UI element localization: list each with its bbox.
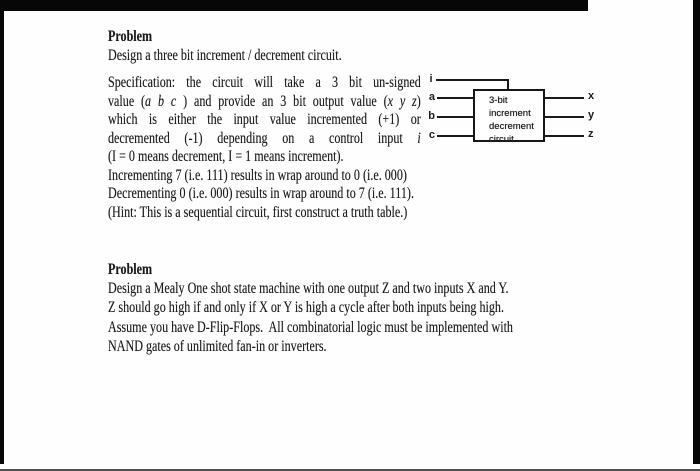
- pin-label-b: b: [428, 110, 435, 122]
- spec-line-1-text: Specification: the circuit will take a 3 bit un-signed: [108, 74, 421, 91]
- scan-border-top: [0, 0, 588, 11]
- problem-1-spec-paragraph: [108, 74, 421, 148]
- spec-line-8: (Hint: This is a sequential circuit, first construct a truth table.): [108, 203, 408, 221]
- problem-2-line-3: Assume you have D-Flip-Flops. All combinatorial logic must be implemented with: [108, 318, 513, 336]
- spec-line-3-text: which is either the input value incremented (+1) or: [108, 111, 421, 128]
- wire-output-z: [545, 135, 584, 137]
- spec-line-2-text-c: ): [416, 92, 421, 110]
- pin-label-z: z: [588, 128, 594, 140]
- wire-input-c: [437, 135, 473, 137]
- problem-1-heading: Problem: [108, 28, 153, 45]
- circuit-box-label-line-2: increment: [489, 108, 531, 119]
- circuit-box-label-line-3: decrement: [489, 121, 534, 132]
- problem-1-section: [108, 27, 443, 222]
- circuit-box: [473, 89, 545, 145]
- spec-line-7: Decrementing 0 (i.e. 000) results in wrap around to 7 (i.e. 111).: [108, 185, 414, 202]
- problem-2-line-1: Design a Mealy One shot state machine with one output Z and two inputs X and Y.: [108, 280, 509, 297]
- spec-line-4-text: decremented (-1) depending on a control input: [108, 129, 418, 147]
- problem-2-section: [108, 260, 592, 356]
- italic-i: i: [417, 129, 421, 147]
- problem-2-line-2: Z should go high if and only if X or Y is high a cycle after both inputs being high.: [108, 299, 504, 317]
- pin-label-y: y: [588, 109, 595, 121]
- increment-decrement-circuit-diagram: [425, 68, 615, 153]
- circuit-box-label-line-1: 3-bit: [489, 95, 508, 106]
- italic-abc: a b c: [145, 92, 177, 110]
- wire-input-a: [437, 97, 473, 99]
- problem-2-line-4: NAND gates of unlimited fan-in or inverters.: [108, 337, 327, 355]
- spec-line-1: [108, 74, 421, 93]
- italic-xyz: x y z: [387, 92, 417, 110]
- spec-line-5: (I = 0 means decrement, I = 1 means increment).: [108, 148, 344, 165]
- problem-2-heading: Problem: [108, 261, 153, 278]
- wire-i-horizontal: [436, 79, 509, 81]
- spec-line-2-text-a: value (: [108, 92, 146, 110]
- wire-output-y: [545, 116, 584, 118]
- spec-line-2-text-b: ) and provide an 3 bit output value (: [176, 92, 388, 110]
- pin-label-x: x: [588, 90, 595, 102]
- wire-output-x: [545, 97, 584, 99]
- scan-border-right: [693, 0, 700, 464]
- spec-line-2: [108, 93, 421, 112]
- spec-line-4: [108, 130, 421, 149]
- pin-label-a: a: [428, 91, 435, 103]
- pin-label-c: c: [428, 129, 435, 141]
- wire-input-b: [437, 116, 473, 118]
- pin-label-i: i: [429, 73, 433, 85]
- circuit-box-label-line-4: circuit: [489, 134, 514, 145]
- spec-line-6: Incrementing 7 (i.e. 111) results in wrap around to 0 (i.e. 000): [108, 166, 407, 184]
- scan-border-left: [0, 0, 4, 464]
- problem-1-intro: Design a three bit increment / decrement circuit.: [108, 47, 342, 64]
- spec-line-3: [108, 111, 421, 130]
